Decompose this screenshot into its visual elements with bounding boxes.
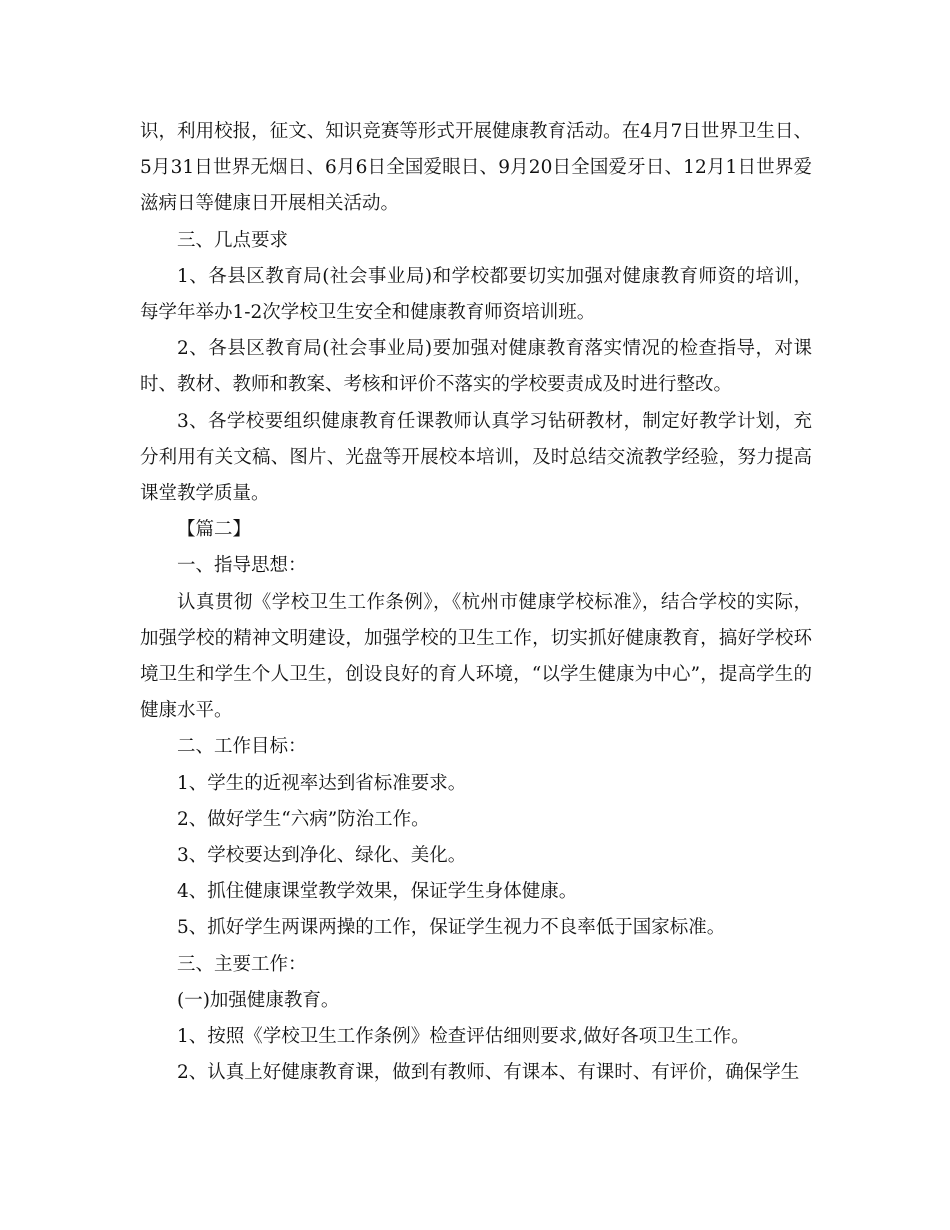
work-item-2: 2、认真上好健康教育课，做到有教师、有课本、有课时、有评价，确保学生 <box>177 1062 800 1084</box>
document-body <box>140 114 812 1091</box>
paragraph-guiding-ideology: 认真贯彻《学校卫生工作条例》，《杭州市健康学校标准》，结合学校的实际，加强学校的精神文明建设，加强学校的卫生工作，切实抓好健康教育，搞好学校环境卫生和学生个人卫生，创设良好的育人环境，“以学生健康为中心”，提高学生的健康水平。 <box>140 591 812 722</box>
heading-guiding-ideology: 一、指导思想： <box>177 555 307 577</box>
paragraph-activities-end: 识，利用校报，征文、知识竞赛等形式开展健康教育活动。在4月7日世界卫生日、5月31日世界无烟日、6月6日全国爱眼日、9月20日全国爱牙日、12月1日世界爱滋病日等健康日开展相关活动。 <box>140 121 812 215</box>
goal-item-5: 5、抓好学生两课两操的工作，保证学生视力不良率低于国家标准。 <box>177 917 726 939</box>
heading-main-work: 三、主要工作： <box>177 953 307 975</box>
requirement-item-1: 1、各县区教育局(社会事业局)和学校都要切实加强对健康教育师资的培训，每学年举办1-2次学校卫生安全和健康教育师资培训班。 <box>140 265 812 324</box>
requirement-item-3: 3、各学校要组织健康教育任课教师认真学习钻研教材，制定好教学计划，充分利用有关文稿、图片、光盘等开展校本培训，及时总结交流教学经验，努力提高课堂教学质量。 <box>140 410 812 505</box>
goal-item-1: 1、学生的近视率达到省标准要求。 <box>177 772 467 794</box>
section-heading-part-two: 【篇二】 <box>177 519 252 541</box>
goal-item-4: 4、抓住健康课堂教学效果，保证学生身体健康。 <box>177 881 578 903</box>
goal-item-2: 2、做好学生“六病”防治工作。 <box>177 808 430 830</box>
work-item-1: 1、按照《学校卫生工作条例》检查评估细则要求,做好各项卫生工作。 <box>177 1026 750 1048</box>
subheading-health-education: (一)加强健康教育。 <box>177 989 340 1011</box>
requirement-item-2: 2、各县区教育局(社会事业局)要加强对健康教育落实情况的检查指导，对课时、教材、教师和教案、考核和评价不落实的学校要责成及时进行整改。 <box>140 338 812 396</box>
heading-work-goals: 二、工作目标： <box>177 736 307 758</box>
goal-item-3: 3、学校要达到净化、绿化、美化。 <box>177 845 467 867</box>
heading-requirements: 三、几点要求 <box>177 229 289 251</box>
